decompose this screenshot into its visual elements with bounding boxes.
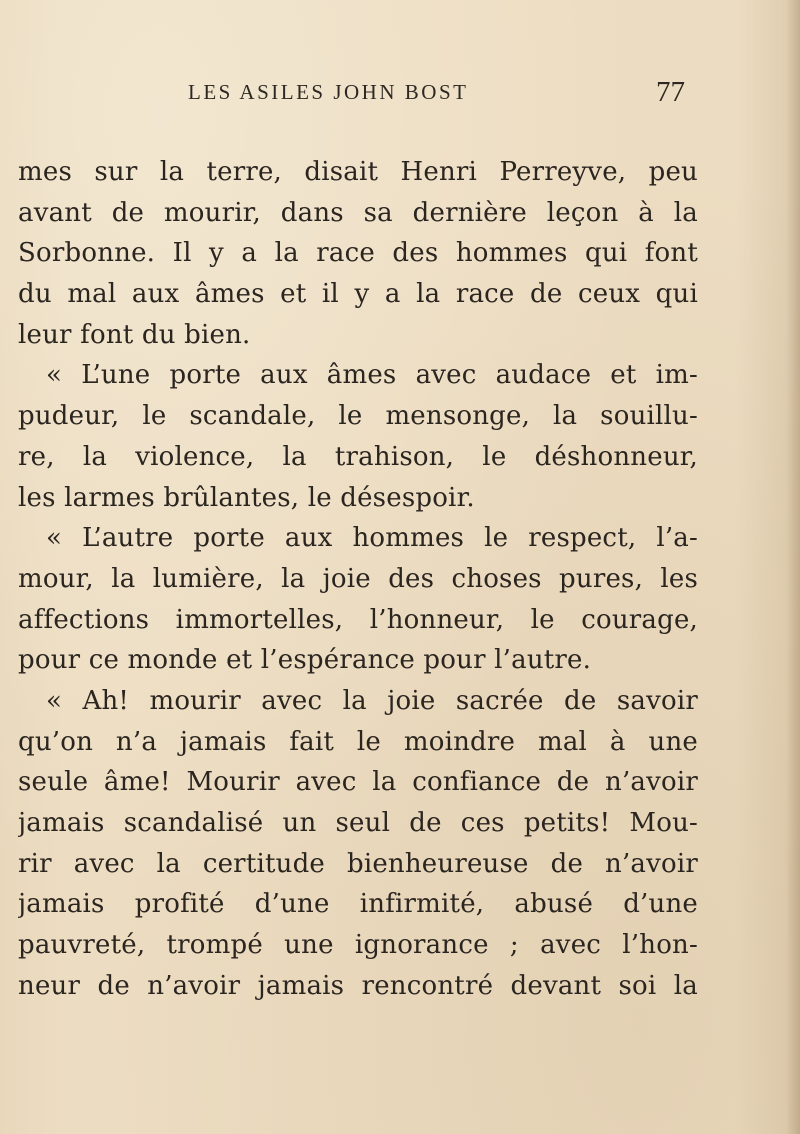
text-line: pour ce monde et l’espérance pour l’autre.	[18, 645, 592, 676]
text-line: les larmes brûlantes, le désespoir.	[18, 482, 475, 513]
text-line: neur de n’avoir jamais rencontré devant soi la	[18, 970, 698, 1001]
text-line: « L’une porte aux âmes avec audace et im-	[46, 360, 698, 391]
body-text	[18, 152, 698, 1006]
text-line: « Ah! mourir avec la joie sacrée de savoir	[46, 685, 698, 716]
text-line: du mal aux âmes et il y a la race de ceux qui	[18, 279, 698, 310]
text-line: avant de mourir, dans sa dernière leçon à la	[18, 197, 698, 228]
running-title: LES ASILES JOHN BOST	[188, 80, 469, 104]
text-line: re, la violence, la trahison, le déshonneur,	[18, 441, 698, 472]
text-line: jamais profité d’une infirmité, abusé d’une	[18, 889, 698, 920]
text-line: mes sur la terre, disait Henri Perreyve, peu	[18, 157, 698, 187]
text-line: « L’autre porte aux hommes le respect, l’a-	[46, 523, 698, 554]
page-number: 77	[656, 76, 685, 108]
text-line: qu’on n’a jamais fait le moindre mal à une	[18, 726, 698, 757]
text-line: Sorbonne. Il y a la race des hommes qui font	[18, 238, 698, 269]
text-line: rir avec la certitude bienheureuse de n’avoir	[18, 848, 698, 879]
text-line: pudeur, le scandale, le mensonge, la souillu-	[18, 401, 698, 432]
text-line: seule âme! Mourir avec la confiance de n’avoir	[18, 767, 698, 798]
text-line: mour, la lumière, la joie des choses pures, les	[18, 563, 698, 594]
page-edge-shadow	[786, 0, 800, 1134]
running-header	[0, 76, 800, 116]
text-line: affections immortelles, l’honneur, le courage,	[18, 604, 698, 635]
text-line: pauvreté, trompé une ignorance ; avec l’hon-	[18, 930, 698, 961]
text-line: leur font du bien.	[18, 319, 251, 350]
text-line: jamais scandalisé un seul de ces petits! Mou-	[18, 808, 698, 838]
